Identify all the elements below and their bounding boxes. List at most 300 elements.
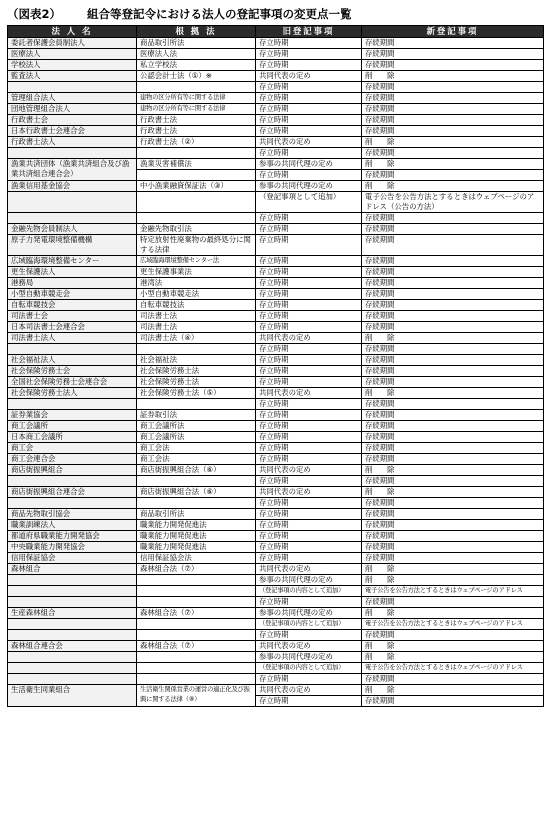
old-item-cell: 共同代表の定め	[256, 641, 362, 652]
new-item-cell: 存続期間	[362, 630, 544, 641]
legal-basis-cell: 広域臨海環境整備センター法	[137, 256, 256, 267]
table-row	[8, 575, 544, 586]
new-item-cell: 存続期間	[362, 443, 544, 454]
table-row	[8, 38, 544, 49]
corporation-name-cell	[8, 192, 137, 213]
corporation-name-cell: 証券業協会	[8, 410, 137, 421]
legal-basis-cell: 商店街振興組合法（⑥）	[137, 465, 256, 476]
corporation-name-cell: 日本商工会議所	[8, 432, 137, 443]
table-row	[8, 256, 544, 267]
old-item-cell: （登記事項の内容として追加）	[256, 619, 362, 630]
new-item-cell: 存続期間	[362, 432, 544, 443]
corporation-name-cell: 司法書士会	[8, 311, 137, 322]
table-row	[8, 487, 544, 498]
corporation-name-cell: 信用保証協会	[8, 553, 137, 564]
old-item-cell: 存立時期	[256, 421, 362, 432]
corporation-name-cell: 森林組合	[8, 564, 137, 575]
new-item-cell: 存続期間	[362, 82, 544, 93]
legal-basis-cell: 小型自動車競走法	[137, 289, 256, 300]
corporation-name-cell: 生活衛生同業組合	[8, 685, 137, 707]
corporation-name-cell	[8, 586, 137, 597]
corporation-name-cell: 漁業信用基金協会	[8, 181, 137, 192]
new-item-cell: 存続期間	[362, 311, 544, 322]
new-item-cell: 電子公告を公告方法とするときはウェブページのアドレス	[362, 663, 544, 674]
legal-basis-cell: 私立学校法	[137, 60, 256, 71]
table-row	[8, 476, 544, 487]
legal-basis-cell: 建物の区分所有等に関する法律	[137, 93, 256, 104]
corporation-name-cell: 医療法人	[8, 49, 137, 60]
table-row	[8, 126, 544, 137]
legal-basis-cell: 社会保険労務士法	[137, 366, 256, 377]
new-item-cell: 存続期間	[362, 553, 544, 564]
table-row	[8, 509, 544, 520]
old-item-cell: 存立時期	[256, 49, 362, 60]
legal-basis-cell	[137, 575, 256, 586]
table-row	[8, 542, 544, 553]
table-row	[8, 674, 544, 685]
legal-basis-cell	[137, 597, 256, 608]
legal-basis-cell: 建物の区分所有等に関する法律	[137, 104, 256, 115]
new-item-cell: 存続期間	[362, 170, 544, 181]
table-row	[8, 322, 544, 333]
old-item-cell: 存立時期	[256, 148, 362, 159]
old-item-cell: 参事の共同代理の定め	[256, 159, 362, 170]
old-item-cell: 参事の共同代理の定め	[256, 608, 362, 619]
old-item-cell: 存立時期	[256, 256, 362, 267]
legal-basis-cell: 行政書士法	[137, 126, 256, 137]
corporation-name-cell: 社会保険労務士法人	[8, 388, 137, 399]
corporation-name-cell: 司法書士法人	[8, 333, 137, 344]
legal-basis-cell: 特定放射性廃棄物の最終処分に関する法律	[137, 235, 256, 256]
new-item-cell: 削 除	[362, 137, 544, 148]
corporation-name-cell	[8, 399, 137, 410]
legal-basis-cell: 社会保険労務士法	[137, 377, 256, 388]
corporation-name-cell: 更生保護法人	[8, 267, 137, 278]
legal-basis-cell	[137, 674, 256, 685]
legal-basis-cell: 漁業災害補償法	[137, 159, 256, 170]
corporation-name-cell: 中央職業能力開発協会	[8, 542, 137, 553]
table-row	[8, 421, 544, 432]
new-item-cell: 存続期間	[362, 126, 544, 137]
new-item-cell: 存続期間	[362, 399, 544, 410]
new-item-cell: 削 除	[362, 181, 544, 192]
new-item-cell: 存続期間	[362, 421, 544, 432]
new-item-cell: 存続期間	[362, 115, 544, 126]
legal-basis-cell: 信用保証協会法	[137, 553, 256, 564]
corporation-name-cell: 監査法人	[8, 71, 137, 82]
table-row	[8, 663, 544, 674]
table-row	[8, 531, 544, 542]
table-row	[8, 300, 544, 311]
legal-basis-cell: 職業能力開発促進法	[137, 542, 256, 553]
old-item-cell: 共同代表の定め	[256, 71, 362, 82]
old-item-cell: 存立時期	[256, 443, 362, 454]
table-row	[8, 311, 544, 322]
old-item-cell: 存立時期	[256, 553, 362, 564]
corporation-name-cell: 広域臨海環境整備センター	[8, 256, 137, 267]
corporation-name-cell	[8, 619, 137, 630]
old-item-cell: 参事の共同代理の定め	[256, 181, 362, 192]
table-row	[8, 104, 544, 115]
old-item-cell: 存立時期	[256, 82, 362, 93]
legal-basis-cell	[137, 192, 256, 213]
new-item-cell: 存続期間	[362, 366, 544, 377]
legal-basis-cell	[137, 619, 256, 630]
table-row	[8, 454, 544, 465]
new-item-cell: 存続期間	[362, 213, 544, 224]
table-row	[8, 82, 544, 93]
legal-basis-cell: 商品取引所法	[137, 509, 256, 520]
new-item-cell: 削 除	[362, 333, 544, 344]
legal-basis-cell: 医療法人法	[137, 49, 256, 60]
legal-basis-cell: 司法書士法（④）	[137, 333, 256, 344]
corporation-name-cell	[8, 575, 137, 586]
table-row	[8, 553, 544, 564]
table-row	[8, 608, 544, 619]
table-row	[8, 685, 544, 696]
new-item-cell: 存続期間	[362, 520, 544, 531]
new-item-cell: 存続期間	[362, 224, 544, 235]
new-item-cell: 存続期間	[362, 235, 544, 256]
corporation-name-cell	[8, 82, 137, 93]
legal-basis-cell: 司法書士法	[137, 322, 256, 333]
legal-basis-cell	[137, 630, 256, 641]
old-item-cell: 存立時期	[256, 267, 362, 278]
old-item-cell: （登記事項の内容として追加）	[256, 586, 362, 597]
old-item-cell: 共同代表の定め	[256, 137, 362, 148]
old-item-cell: 存立時期	[256, 498, 362, 509]
corporation-name-cell	[8, 148, 137, 159]
old-item-cell: 共同代表の定め	[256, 333, 362, 344]
old-item-cell: 共同代表の定め	[256, 564, 362, 575]
new-item-cell: 存続期間	[362, 93, 544, 104]
old-item-cell: 存立時期	[256, 300, 362, 311]
corporation-name-cell: 商工会議所	[8, 421, 137, 432]
new-item-cell: 削 除	[362, 641, 544, 652]
new-item-cell: 存続期間	[362, 267, 544, 278]
old-item-cell: 存立時期	[256, 115, 362, 126]
table-row	[8, 267, 544, 278]
legal-basis-cell	[137, 148, 256, 159]
legal-basis-cell	[137, 213, 256, 224]
corporation-name-cell: 学校法人	[8, 60, 137, 71]
table-body	[8, 38, 544, 707]
new-item-cell: 存続期間	[362, 256, 544, 267]
old-item-cell: 存立時期	[256, 104, 362, 115]
legal-basis-cell	[137, 663, 256, 674]
corporation-name-cell: 港務局	[8, 278, 137, 289]
new-item-cell: 存続期間	[362, 377, 544, 388]
new-item-cell: 削 除	[362, 159, 544, 170]
legal-basis-cell: 職業能力開発促進法	[137, 531, 256, 542]
old-item-cell: 存立時期	[256, 399, 362, 410]
old-item-cell: 存立時期	[256, 355, 362, 366]
table-row	[8, 159, 544, 170]
old-item-cell: 存立時期	[256, 213, 362, 224]
new-item-cell: 存続期間	[362, 344, 544, 355]
header-old-registration-item: 旧登記事項	[256, 26, 362, 38]
old-item-cell: 存立時期	[256, 454, 362, 465]
new-item-cell: 存続期間	[362, 278, 544, 289]
new-item-cell: 削 除	[362, 388, 544, 399]
legal-basis-cell: 港湾法	[137, 278, 256, 289]
legal-basis-cell: 森林組合法（⑦）	[137, 641, 256, 652]
corporation-name-cell: 団地管理組合法人	[8, 104, 137, 115]
corporation-name-cell: 自転車競技会	[8, 300, 137, 311]
legal-basis-cell: 職業能力開発促進法	[137, 520, 256, 531]
table-row	[8, 60, 544, 71]
new-item-cell: 削 除	[362, 564, 544, 575]
table-row	[8, 564, 544, 575]
legal-basis-cell	[137, 82, 256, 93]
table-row	[8, 49, 544, 60]
old-item-cell: 存立時期	[256, 476, 362, 487]
new-item-cell: 存続期間	[362, 597, 544, 608]
new-item-cell: 存続期間	[362, 148, 544, 159]
legal-basis-cell: 商品取引所法	[137, 38, 256, 49]
new-item-cell: 削 除	[362, 465, 544, 476]
corporation-name-cell: 管理組合法人	[8, 93, 137, 104]
old-item-cell: 存立時期	[256, 60, 362, 71]
table-row	[8, 137, 544, 148]
old-item-cell: 存立時期	[256, 520, 362, 531]
corporation-name-cell: 職業訓練法人	[8, 520, 137, 531]
legal-basis-cell	[137, 652, 256, 663]
new-item-cell: 削 除	[362, 652, 544, 663]
legal-basis-cell	[137, 170, 256, 181]
new-item-cell: 電子公告を公告方法とするときはウェブページのアドレス	[362, 619, 544, 630]
corporation-name-cell: 行政書士会	[8, 115, 137, 126]
table-row	[8, 71, 544, 82]
new-item-cell: 削 除	[362, 608, 544, 619]
corporation-name-cell: 都道府県職業能力開発協会	[8, 531, 137, 542]
old-item-cell: 存立時期	[256, 93, 362, 104]
new-item-cell: 存続期間	[362, 509, 544, 520]
old-item-cell: 存立時期	[256, 531, 362, 542]
table-row	[8, 498, 544, 509]
corporation-name-cell	[8, 476, 137, 487]
new-item-cell: 削 除	[362, 575, 544, 586]
corporation-name-cell: 商品先物取引協会	[8, 509, 137, 520]
table-row	[8, 586, 544, 597]
corporation-name-cell	[8, 674, 137, 685]
legal-basis-cell: 金融先物取引法	[137, 224, 256, 235]
old-item-cell: 存立時期	[256, 224, 362, 235]
table-row	[8, 619, 544, 630]
corporation-name-cell	[8, 498, 137, 509]
legal-basis-cell	[137, 344, 256, 355]
old-item-cell: 存立時期	[256, 170, 362, 181]
legal-basis-cell: 行政書士法（②）	[137, 137, 256, 148]
table-row	[8, 344, 544, 355]
table-row	[8, 148, 544, 159]
corporation-name-cell: 商工会	[8, 443, 137, 454]
new-item-cell: 存続期間	[362, 696, 544, 707]
table-row	[8, 235, 544, 256]
table-row	[8, 224, 544, 235]
table-row	[8, 630, 544, 641]
legal-basis-cell: 生活衛生関係営業の運営の適正化及び振興に関する法律（⑧）	[137, 685, 256, 707]
old-item-cell: 参事の共同代理の定め	[256, 652, 362, 663]
legal-basis-cell: 公認会計士法（①）※	[137, 71, 256, 82]
new-item-cell: 存続期間	[362, 410, 544, 421]
old-item-cell: 存立時期	[256, 542, 362, 553]
new-item-cell: 電子公告を公告方法とするときはウェブページのアドレス（公告の方法）	[362, 192, 544, 213]
legal-basis-cell: 更生保護事業法	[137, 267, 256, 278]
new-item-cell: 存続期間	[362, 355, 544, 366]
legal-basis-cell	[137, 586, 256, 597]
old-item-cell: 存立時期	[256, 278, 362, 289]
new-item-cell: 削 除	[362, 685, 544, 696]
corporation-name-cell: 委託者保護会員制法人	[8, 38, 137, 49]
table-row	[8, 377, 544, 388]
old-item-cell: （登記事項の内容として追加）	[256, 663, 362, 674]
corporation-name-cell: 金融先物会員制法人	[8, 224, 137, 235]
corporation-name-cell: 商店街振興組合	[8, 465, 137, 476]
table-row	[8, 520, 544, 531]
table-row	[8, 213, 544, 224]
table-row	[8, 641, 544, 652]
old-item-cell: 存立時期	[256, 322, 362, 333]
old-item-cell: （登記事項として追加）	[256, 192, 362, 213]
legal-basis-cell: 商店街振興組合法（⑥）	[137, 487, 256, 498]
corporation-name-cell: 森林組合連合会	[8, 641, 137, 652]
new-item-cell: 存続期間	[362, 322, 544, 333]
legal-basis-cell: 社会保険労務士法（⑤）	[137, 388, 256, 399]
legal-basis-cell: 社会福祉法	[137, 355, 256, 366]
table-header-row	[8, 26, 544, 38]
new-item-cell: 存続期間	[362, 49, 544, 60]
table-row	[8, 289, 544, 300]
corporation-name-cell: 漁業共済団体（漁業共済組合及び漁業共済組合連合会）	[8, 159, 137, 181]
old-item-cell: 共同代表の定め	[256, 487, 362, 498]
new-item-cell: 存続期間	[362, 454, 544, 465]
table-row	[8, 366, 544, 377]
table-row	[8, 192, 544, 213]
legal-basis-cell	[137, 498, 256, 509]
old-item-cell: 存立時期	[256, 366, 362, 377]
new-item-cell: 存続期間	[362, 289, 544, 300]
legal-basis-cell: 司法書士法	[137, 311, 256, 322]
new-item-cell: 削 除	[362, 71, 544, 82]
corporation-name-cell: 社会福祉法人	[8, 355, 137, 366]
corporation-name-cell: 日本行政書士会連合会	[8, 126, 137, 137]
table-row	[8, 278, 544, 289]
new-item-cell: 存続期間	[362, 104, 544, 115]
corporation-name-cell	[8, 213, 137, 224]
corporation-name-cell: 商店街振興組合連合会	[8, 487, 137, 498]
table-row	[8, 93, 544, 104]
new-item-cell: 存続期間	[362, 498, 544, 509]
table-row	[8, 597, 544, 608]
table-row	[8, 443, 544, 454]
figure-title-text: 組合等登記令における法人の登記事項の変更点一覧	[87, 7, 352, 21]
new-item-cell: 存続期間	[362, 60, 544, 71]
table-row	[8, 465, 544, 476]
legal-basis-cell: 商工会法	[137, 454, 256, 465]
corporation-name-cell: 小型自動車競走会	[8, 289, 137, 300]
new-item-cell: 電子公告を公告方法とするときはウェブページのアドレス	[362, 586, 544, 597]
corporation-name-cell: 社会保険労務士会	[8, 366, 137, 377]
old-item-cell: 共同代表の定め	[256, 685, 362, 696]
corporation-name-cell: 商工会連合会	[8, 454, 137, 465]
new-item-cell: 存続期間	[362, 38, 544, 49]
legal-basis-cell: 証券取引法	[137, 410, 256, 421]
old-item-cell: 存立時期	[256, 410, 362, 421]
old-item-cell: 存立時期	[256, 344, 362, 355]
old-item-cell: 存立時期	[256, 377, 362, 388]
corporation-name-cell: 生産森林組合	[8, 608, 137, 619]
legal-basis-cell: 中小漁業融資保証法（③）	[137, 181, 256, 192]
table-row	[8, 432, 544, 443]
old-item-cell: 存立時期	[256, 630, 362, 641]
figure-title	[7, 6, 352, 22]
old-item-cell: 存立時期	[256, 38, 362, 49]
table-row	[8, 181, 544, 192]
table-row	[8, 115, 544, 126]
new-item-cell: 存続期間	[362, 300, 544, 311]
old-item-cell: 存立時期	[256, 289, 362, 300]
header-corporation-name: 法 人 名	[8, 26, 137, 38]
legal-basis-cell: 自転車競技法	[137, 300, 256, 311]
old-item-cell: 存立時期	[256, 674, 362, 685]
corporation-name-cell	[8, 630, 137, 641]
legal-basis-cell: 商工会議所法	[137, 432, 256, 443]
changes-table	[7, 25, 544, 707]
header-new-registration-item: 新登記事項	[362, 26, 544, 38]
corporation-name-cell	[8, 597, 137, 608]
old-item-cell: 存立時期	[256, 126, 362, 137]
new-item-cell: 存続期間	[362, 542, 544, 553]
legal-basis-cell: 商工会法	[137, 443, 256, 454]
corporation-name-cell: 原子力発電環境整備機構	[8, 235, 137, 256]
table-row	[8, 399, 544, 410]
old-item-cell: 存立時期	[256, 432, 362, 443]
corporation-name-cell: 全国社会保険労務士会連合会	[8, 377, 137, 388]
table-row	[8, 652, 544, 663]
new-item-cell: 存続期間	[362, 674, 544, 685]
old-item-cell: 共同代表の定め	[256, 388, 362, 399]
new-item-cell: 削 除	[362, 487, 544, 498]
legal-basis-cell: 行政書士法	[137, 115, 256, 126]
legal-basis-cell	[137, 399, 256, 410]
table-row	[8, 333, 544, 344]
table-row	[8, 410, 544, 421]
old-item-cell: 存立時期	[256, 696, 362, 707]
corporation-name-cell	[8, 652, 137, 663]
old-item-cell: 存立時期	[256, 509, 362, 520]
header-legal-basis: 根 拠 法	[137, 26, 256, 38]
legal-basis-cell: 商工会議所法	[137, 421, 256, 432]
old-item-cell: 参事の共同代理の定め	[256, 575, 362, 586]
table-row	[8, 355, 544, 366]
old-item-cell: 存立時期	[256, 597, 362, 608]
old-item-cell: 存立時期	[256, 235, 362, 256]
corporation-name-cell	[8, 663, 137, 674]
corporation-name-cell: 日本司法書士会連合会	[8, 322, 137, 333]
legal-basis-cell	[137, 476, 256, 487]
old-item-cell: 共同代表の定め	[256, 465, 362, 476]
old-item-cell: 存立時期	[256, 311, 362, 322]
legal-basis-cell: 森林組合法（⑦）	[137, 608, 256, 619]
corporation-name-cell	[8, 344, 137, 355]
figure-number: （図表2）	[7, 7, 62, 21]
table-row	[8, 388, 544, 399]
corporation-name-cell: 行政書士法人	[8, 137, 137, 148]
new-item-cell: 存続期間	[362, 531, 544, 542]
legal-basis-cell: 森林組合法（⑦）	[137, 564, 256, 575]
new-item-cell: 存続期間	[362, 476, 544, 487]
